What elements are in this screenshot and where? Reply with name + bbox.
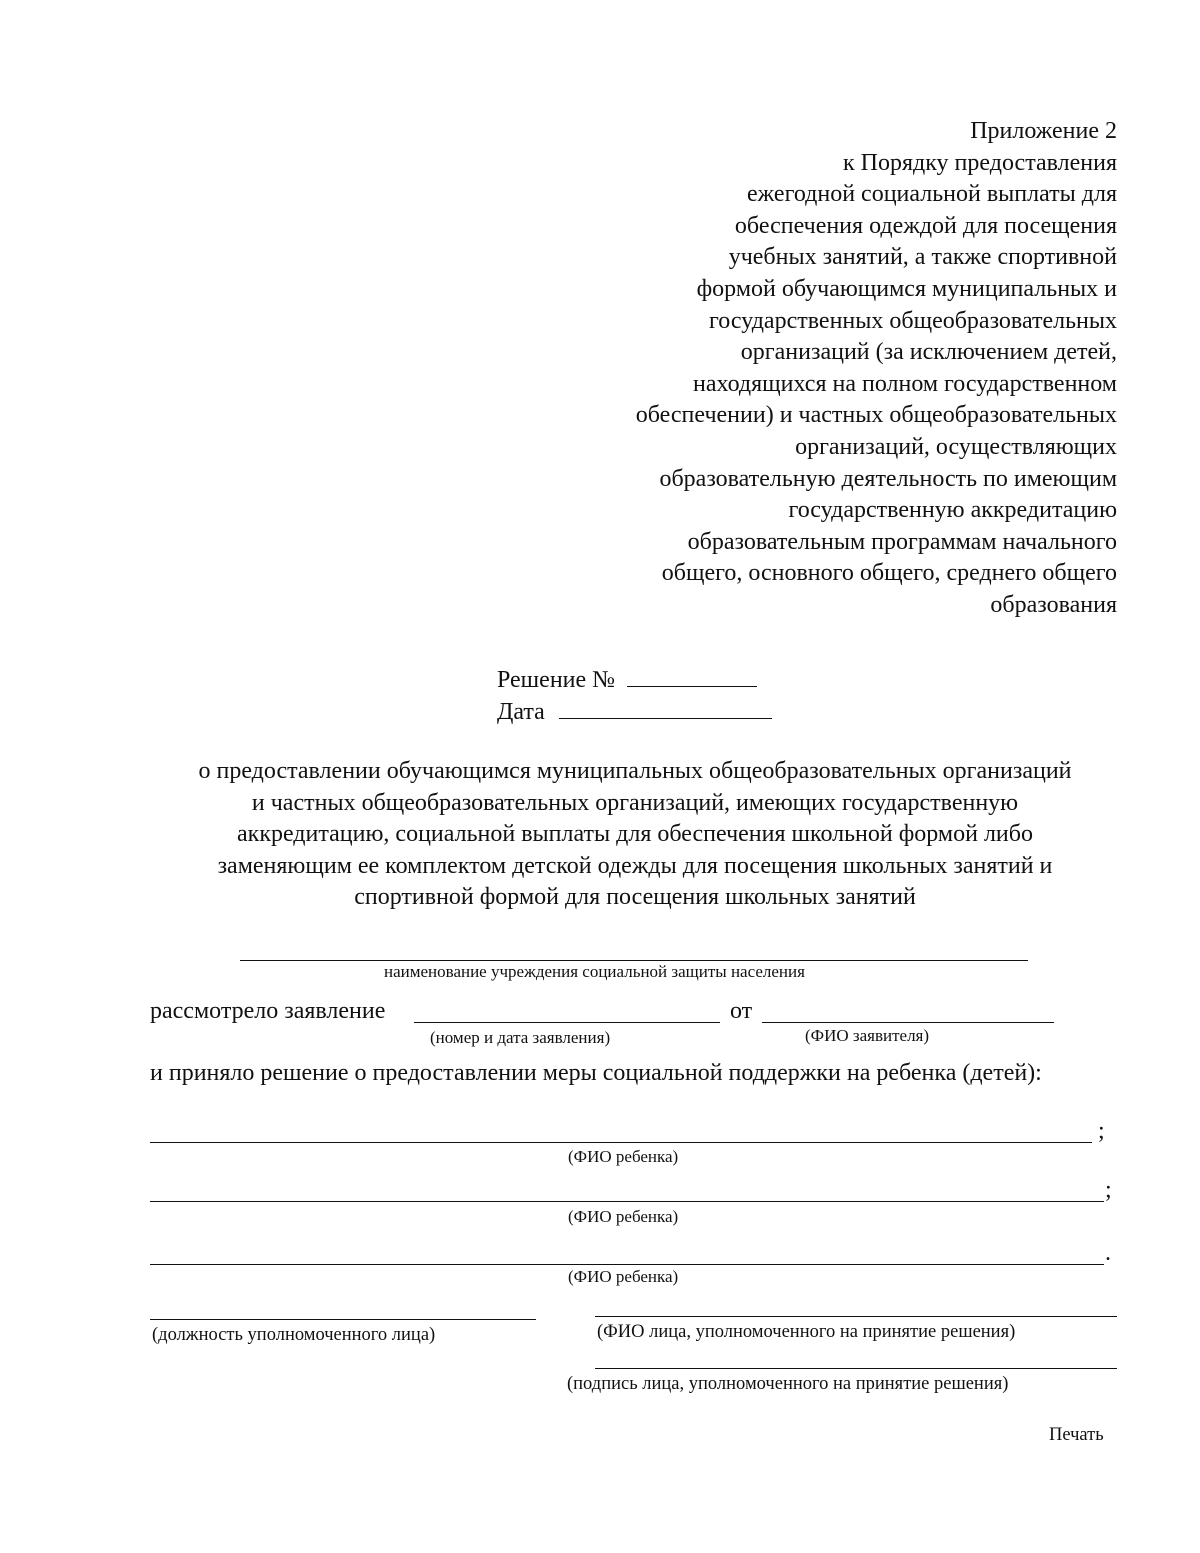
decision-text: и приняло решение о предоставлении меры социальной поддержки на ребенка (детей): [150, 1060, 1042, 1086]
appendix-line: к Порядку предоставления [842, 149, 1117, 176]
official-position-field[interactable] [150, 1319, 536, 1320]
stamp-label: Печать [1049, 1425, 1104, 1445]
applicant-field[interactable] [762, 1022, 1054, 1023]
reviewed-label: рассмотрело заявление [150, 998, 386, 1024]
appendix-line: государственную аккредитацию [788, 497, 1117, 524]
child-name-caption: (ФИО ребенка) [568, 1267, 679, 1286]
appendix-line: государственных общеобразовательных [709, 307, 1117, 334]
from-label: от [730, 998, 753, 1024]
appendix-line: находящихся на полном государственном [693, 370, 1117, 397]
decision-header [497, 664, 772, 728]
appendix-line: организаций, осуществляющих [795, 433, 1117, 460]
decision-number-label: Решение № [497, 667, 616, 693]
appendix-line: формой обучающимся муниципальных и [696, 275, 1117, 302]
official-name-caption: (ФИО лица, уполномоченного на принятие решения) [597, 1322, 1016, 1342]
decision-date-field[interactable] [559, 696, 772, 719]
institution-caption: наименование учреждения социальной защиты населения [384, 962, 805, 981]
applicant-caption: (ФИО заявителя) [805, 1026, 930, 1045]
title-line: аккредитацию, социальной выплаты для обеспечения школьной формой либо [237, 821, 1033, 847]
title-line: о предоставлении обучающимся муниципальных общеобразовательных организаций [198, 758, 1072, 784]
appendix-line: общего, основного общего, среднего общего [661, 560, 1117, 587]
child-name-field[interactable] [150, 1142, 1092, 1143]
appendix-line: ежегодной социальной выплаты для [747, 181, 1117, 208]
application-field[interactable] [414, 1022, 720, 1023]
title-line: спортивной формой для посещения школьных занятий [354, 884, 916, 910]
child-name-caption: (ФИО ребенка) [568, 1147, 679, 1166]
signature-caption: (подпись лица, уполномоченного на принятие решения) [567, 1374, 1009, 1394]
appendix-line: обеспечении) и частных общеобразовательных [635, 402, 1117, 429]
appendix-line: образовательную деятельность по имеющим [659, 465, 1117, 492]
appendix-line: Приложение 2 [970, 118, 1117, 144]
decision-date-label: Дата [497, 699, 545, 725]
appendix-line: учебных занятий, а также спортивной [728, 244, 1117, 271]
child-line-end: ; [1098, 1118, 1105, 1144]
decision-number-field[interactable] [627, 664, 757, 687]
appendix-line: образовательным программам начального [687, 528, 1117, 555]
document-title [140, 756, 1130, 914]
institution-field[interactable] [240, 960, 1028, 961]
application-caption: (номер и дата заявления) [430, 1028, 611, 1047]
child-name-field[interactable] [150, 1264, 1104, 1265]
child-line-end: ; [1105, 1177, 1112, 1203]
child-name-field[interactable] [150, 1201, 1104, 1202]
appendix-header [557, 116, 1117, 622]
appendix-line: образования [990, 591, 1117, 618]
position-caption: (должность уполномоченного лица) [152, 1325, 436, 1345]
child-line-end: . [1105, 1240, 1111, 1266]
title-line: и частных общеобразовательных организаций, имеющих государственную [251, 789, 1019, 816]
appendix-line: организаций (за исключением детей, [740, 339, 1117, 366]
signature-field[interactable] [595, 1368, 1117, 1369]
child-name-caption: (ФИО ребенка) [568, 1207, 679, 1226]
official-name-field[interactable] [595, 1316, 1117, 1317]
appendix-line: обеспечения одеждой для посещения [734, 212, 1117, 239]
title-line: заменяющим ее комплектом детской одежды для посещения школьных занятий и [217, 852, 1053, 879]
